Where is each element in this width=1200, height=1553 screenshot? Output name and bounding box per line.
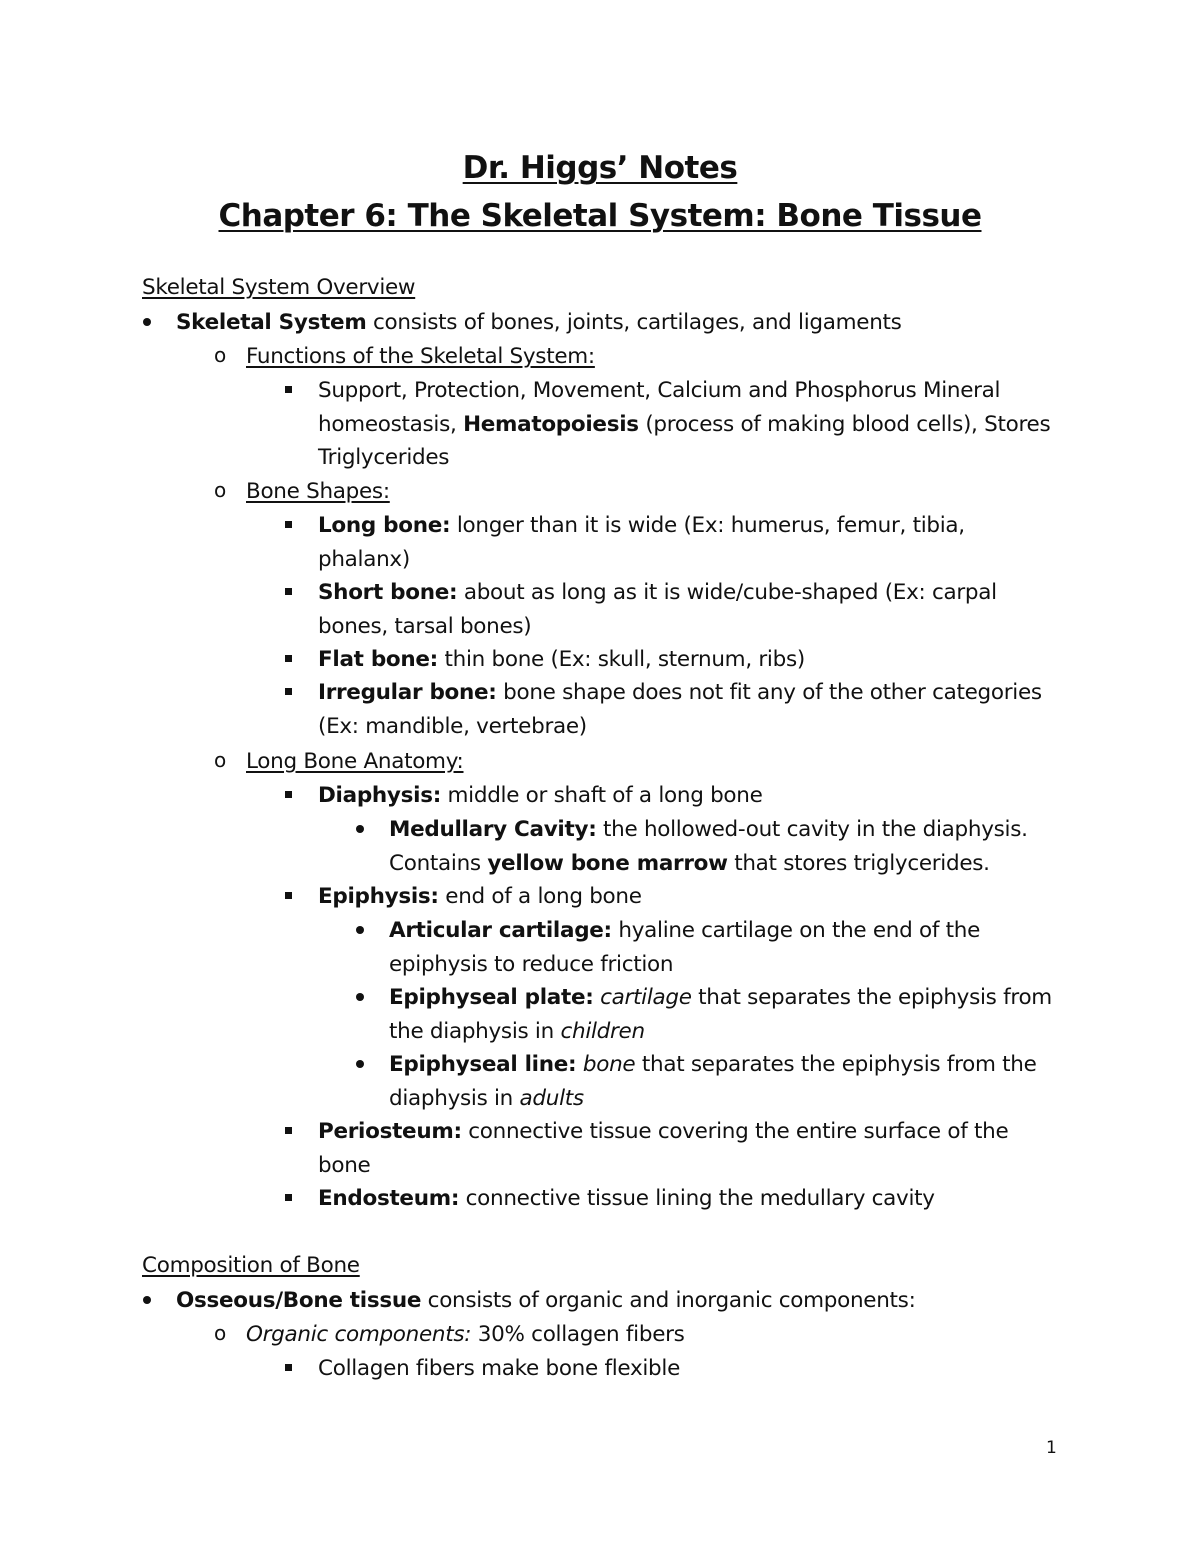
page-title: Dr. Higgs’ Notes (462, 150, 738, 186)
bullet-dot-icon (143, 1296, 151, 1304)
list-item-diaphysis: Diaphysis: middle or shaft of a long bone (318, 783, 763, 808)
bullet-dot-icon (356, 825, 364, 833)
list-item-epiphyseal-plate: Epiphyseal plate: cartilage that separates the epiphysis from the diaphysis in children (389, 985, 1052, 1044)
list-item-functions: Support, Protection, Movement, Calcium and Phosphorus Mineral homeostasis, Hematopoiesis (process of making blood cells), Stores Triglycerides (318, 378, 1051, 470)
bullet-circle-icon: o (214, 343, 227, 367)
bullet-square-icon (285, 1364, 292, 1371)
bullet-circle-icon: o (214, 748, 227, 772)
bullet-square-icon (285, 655, 292, 662)
list-item-epiphysis: Epiphysis: end of a long bone (318, 884, 642, 909)
list-item-periosteum: Periosteum: connective tissue covering the entire surface of the bone (318, 1119, 1009, 1178)
chapter-title: Chapter 6: The Skeletal System: Bone Tissue (218, 198, 982, 234)
list-item-flat-bone: Flat bone: thin bone (Ex: skull, sternum, ribs) (318, 647, 805, 672)
bullet-dot-icon (356, 1060, 364, 1068)
list-item-anatomy-heading: Long Bone Anatomy: (246, 749, 464, 774)
list-item-medullary-cavity: Medullary Cavity: the hollowed-out cavity in the diaphysis. Contains yellow bone marrow that stores triglycerides. (389, 817, 1028, 876)
list-item-osseous-tissue: Osseous/Bone tissue consists of organic and inorganic components: (176, 1288, 916, 1313)
bullet-square-icon (285, 1127, 292, 1134)
page-number: 1 (1046, 1438, 1057, 1458)
bullet-dot-icon (143, 318, 151, 326)
bullet-circle-icon: o (214, 478, 227, 502)
bullet-square-icon (285, 1194, 292, 1201)
bullet-square-icon (285, 521, 292, 528)
list-item-articular-cartilage: Articular cartilage: hyaline cartilage on the end of the epiphysis to reduce friction (389, 918, 981, 977)
bullet-square-icon (285, 791, 292, 798)
bullet-circle-icon: o (214, 1321, 227, 1345)
list-item-shapes-heading: Bone Shapes: (246, 479, 390, 504)
section-heading-composition: Composition of Bone (142, 1253, 360, 1278)
list-item-organic-components: Organic components: 30% collagen fibers (246, 1322, 685, 1347)
bullet-dot-icon (356, 926, 364, 934)
bullet-square-icon (285, 386, 292, 393)
section-heading-overview: Skeletal System Overview (142, 275, 416, 300)
list-item-irregular-bone: Irregular bone: bone shape does not fit any of the other categories (Ex: mandible, vertebrae) (318, 680, 1042, 739)
list-item-epiphyseal-line: Epiphyseal line: bone that separates the epiphysis from the diaphysis in adults (389, 1052, 1037, 1111)
list-item-skeletal-system: Skeletal System consists of bones, joints, cartilages, and ligaments (176, 310, 902, 335)
list-item-endosteum: Endosteum: connective tissue lining the medullary cavity (318, 1186, 935, 1211)
bullet-dot-icon (356, 993, 364, 1001)
list-item-functions-heading: Functions of the Skeletal System: (246, 344, 595, 369)
list-item-short-bone: Short bone: about as long as it is wide/cube-shaped (Ex: carpal bones, tarsal bones) (318, 580, 997, 639)
bullet-square-icon (285, 688, 292, 695)
list-item-long-bone: Long bone: longer than it is wide (Ex: humerus, femur, tibia, phalanx) (318, 513, 965, 572)
bullet-square-icon (285, 892, 292, 899)
bullet-square-icon (285, 588, 292, 595)
list-item-collagen: Collagen fibers make bone flexible (318, 1356, 681, 1381)
